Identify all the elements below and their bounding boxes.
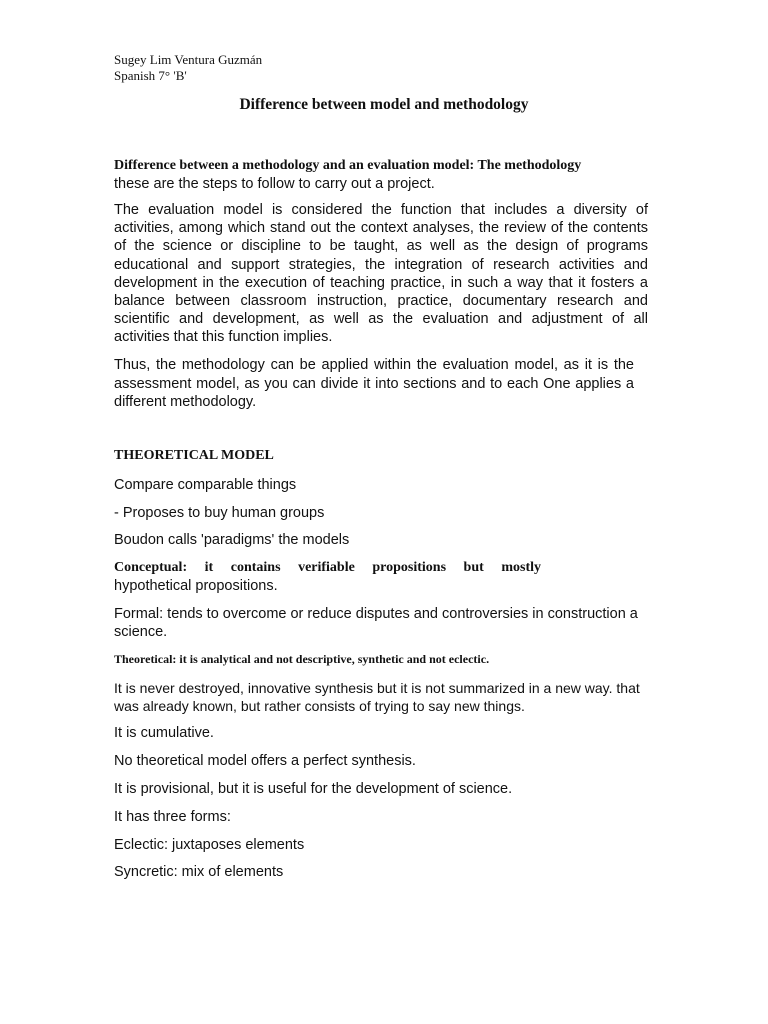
intro-rest: these are the steps to follow to carry out a project.	[114, 176, 435, 192]
no-perfect-line: No theoretical model offers a perfect synthesis.	[114, 753, 416, 769]
author-name: Sugey Lim Ventura Guzmán	[114, 52, 263, 67]
class-label: Spanish 7° 'B'	[114, 68, 187, 83]
theoretical-line: Theoretical: it is analytical and not descriptive, synthetic and not eclectic.	[114, 652, 490, 666]
formal-paragraph: Formal: tends to overcome or reduce disputes and controversies in construction a science.	[114, 606, 638, 640]
provisional-line: It is provisional, but it is useful for the development of science.	[114, 781, 513, 797]
conceptual-paragraph	[114, 559, 541, 595]
three-forms-line: It has three forms:	[114, 809, 231, 825]
eclectic-line: Eclectic: juxtaposes elements	[114, 837, 305, 853]
intro-paragraph	[114, 156, 634, 193]
never-destroyed-paragraph: It is never destroyed, innovative synthesis but it is not summarized in a new way. that was already known, but rather consists of trying to say new things.	[114, 680, 640, 714]
cumulative-line: It is cumulative.	[114, 725, 214, 741]
conceptual-lead: Conceptual: it contains verifiable propositions but mostly	[114, 560, 541, 575]
evaluation-model-paragraph: The evaluation model is considered the function that includes a diversity of activities, among which stand out the context analyses, the review of the contents of the science or discipline to be taught, as well as the design of programs educational and support strategies, the integration of research activities and development in the execution of teaching practice, in such a way that it fosters a balance between classroom instruction, practice, documentary research and scientific and development, as well as the evaluation and adjustment of all activities that this function implies.	[114, 202, 648, 346]
proposes-line: - Proposes to buy human groups	[114, 505, 325, 521]
conceptual-rest: hypothetical propositions.	[114, 578, 278, 594]
boudon-line: Boudon calls 'paradigms' the models	[114, 532, 350, 548]
document-title: Difference between model and methodology	[239, 96, 529, 113]
syncretic-line: Syncretic: mix of elements	[114, 864, 284, 880]
section-heading: THEORETICAL MODEL	[114, 448, 274, 463]
thus-paragraph: Thus, the methodology can be applied within the evaluation model, as it is the assessment model, as you can divide it into sections and to each One applies a different methodology.	[114, 357, 634, 410]
compare-line: Compare comparable things	[114, 477, 297, 493]
intro-lead: Difference between a methodology and an evaluation model: The methodology	[114, 158, 582, 173]
